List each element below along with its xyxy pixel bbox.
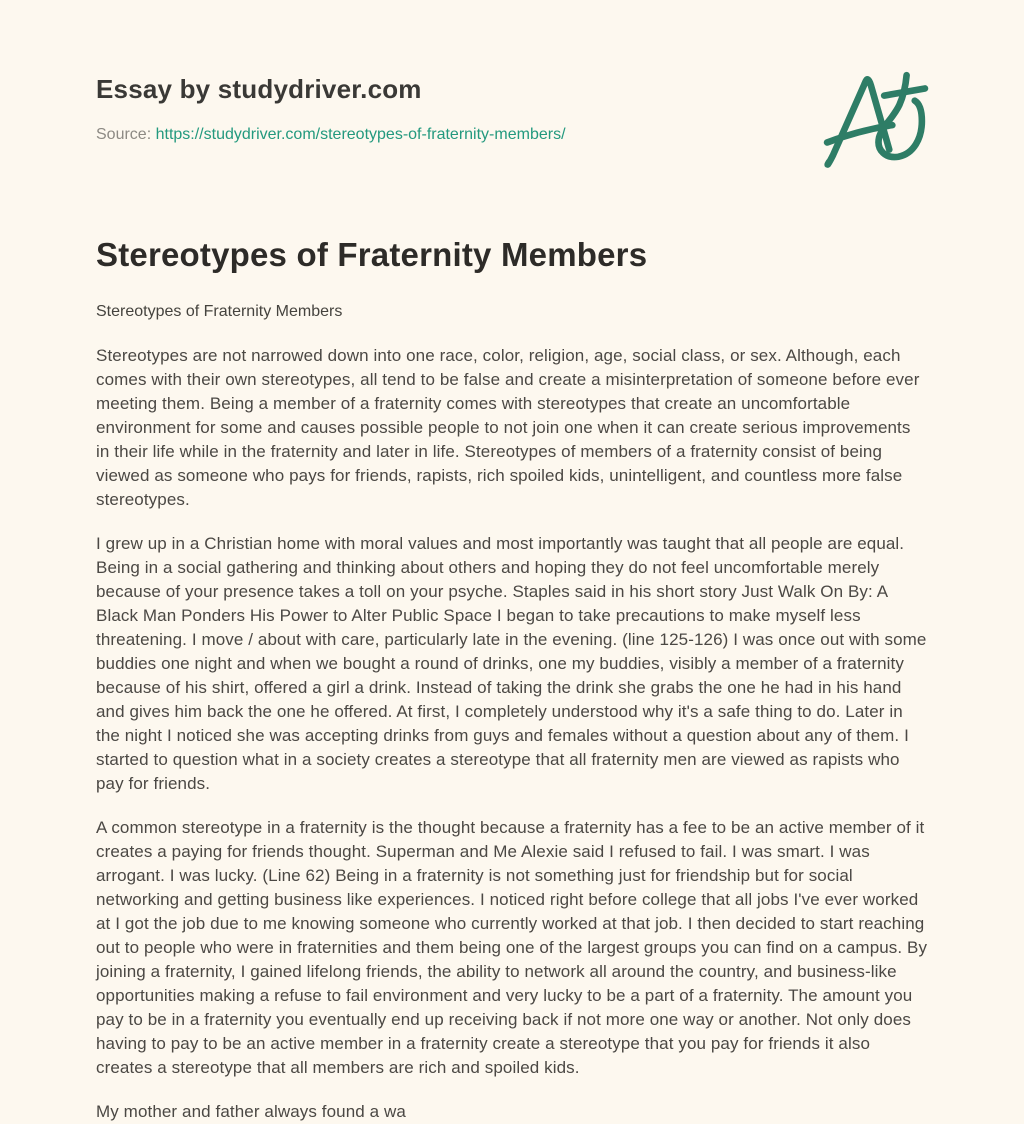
source-url-link[interactable]: https://studydriver.com/stereotypes-of-fraternity-members/ [155, 126, 566, 143]
source-label: Source: [96, 126, 152, 143]
article-subtitle: Stereotypes of Fraternity Members [96, 303, 343, 320]
source-line [96, 126, 928, 144]
essay-paragraph: I grew up in a Christian home with moral values and most importantly was taught that all people are equal. Being in a social gathering and thinking about others and hoping they do not feel uncomfortable merely because of your presence takes a toll on your psyche. Staples said in his short story Just Walk On By: A Black Man Ponders His Power to Alter Public Space I began to take precautions to make myself less threatening. I move / about with care, particularly late in the evening. (line 125-126) I was once out with some buddies one night and when we bought a round of drinks, one my buddies, visibly a member of a fraternity because of his shirt, offered a girl a drink. Instead of taking the drink she grabs the one he had in his hand and gives him back the one he offered. At first, I completely understood why it's a safe thing to do. Later in the night I noticed she was accepting drinks from guys and females without a question about any of them. I started to question what in a society creates a stereotype that all fraternity men are viewed as rapists who pay for friends. [96, 534, 927, 793]
essay-paragraph: Stereotypes are not narrowed down into one race, color, religion, age, social class, or sex. Although, each comes with their own stereotypes, all tend to be false and create a misinterpretation of someone before ever meeting them. Being a member of a fraternity comes with stereotypes that create an uncomfortable environment for some and causes possible people to not join one when it can create serious improvements in their life while in the fraternity and later in life. Stereotypes of members of a fraternity consist of being viewed as someone who pays for friends, rapists, rich spoiled kids, unintelligent, and countless more false stereotypes. [96, 346, 920, 509]
a-plus-logo-icon [822, 66, 928, 168]
essay-paragraph-clipped: My mother and father always found a wa [96, 1102, 406, 1121]
essay-body [96, 344, 928, 1124]
article-title: Stereotypes of Fraternity Members [96, 236, 648, 273]
page-title: Essay by studydriver.com [96, 74, 422, 104]
studydriver-logo [822, 66, 928, 168]
page-header [96, 74, 928, 144]
essay-paragraph: A common stereotype in a fraternity is the thought because a fraternity has a fee to be an active member of it creates a paying for friends thought. Superman and Me Alexie said I refused to fail. I was smart. I was arrogant. I was lucky. (Line 62) Being in a fraternity is not something just for friendship but for social networking and getting business like experiences. I noticed right before college that all jobs I've ever worked at I got the job due to me knowing someone who currently worked at that job. I then decided to start reaching out to people who were in fraternities and them being one of the largest groups you can find on a campus. By joining a fraternity, I gained lifelong friends, the ability to network all around the country, and business-like opportunities making a refuse to fail environment and very lucky to be a part of a fraternity. The amount you pay to be in a fraternity you eventually end up receiving back if not more one way or another. Not only does having to pay to be an active member in a fraternity create a stereotype that you pay for friends it also creates a stereotype that all members are rich and spoiled kids. [96, 818, 928, 1077]
